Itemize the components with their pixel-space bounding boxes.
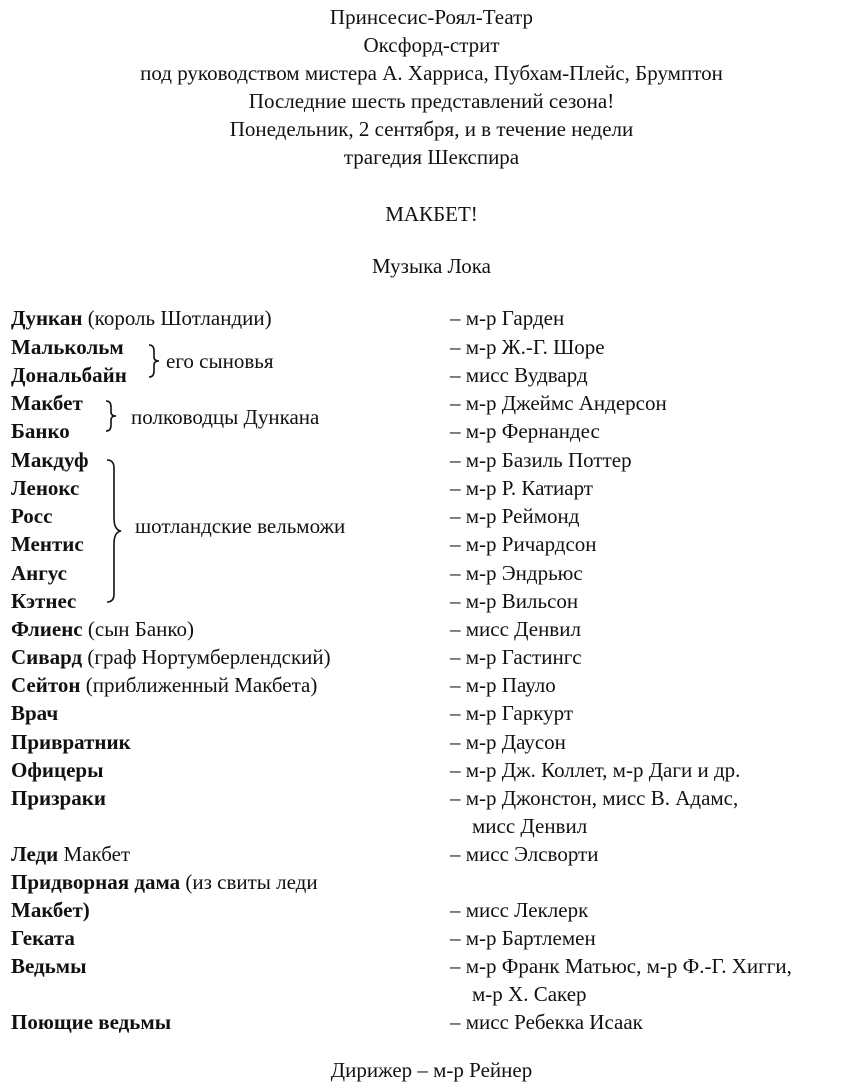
cast-role: Макбет <box>11 391 83 415</box>
cast-role: Привратник <box>11 730 131 754</box>
cast-actor: – мисс Вудвард <box>450 363 588 387</box>
cast-actor: – м-р Даусон <box>450 730 566 754</box>
cast-role-continuation: Макбет) <box>11 898 90 922</box>
cast-role: Банко <box>11 419 70 443</box>
cast-actor: – м-р Пауло <box>450 673 556 697</box>
conductor-credit: Дирижер – м-р Рейнер <box>330 1058 533 1082</box>
cast-actor: – м-р Гаркурт <box>450 701 574 725</box>
cast-role: Малькольм <box>11 335 124 359</box>
cast-role: Сивард (граф Нортумберлендский) <box>11 645 331 669</box>
cast-role: Ангус <box>11 561 67 585</box>
cast-actor-continuation: мисс Денвил <box>472 814 588 838</box>
cast-role: Сейтон (приближенный Макбета) <box>11 673 318 697</box>
group-note-generals: полководцы Дункана <box>131 405 320 429</box>
cast-actor: – мисс Денвил <box>450 617 581 641</box>
cast-actor: – м-р Джеймс Андерсон <box>450 391 667 415</box>
cast-actor: – м-р Фернандес <box>450 419 600 443</box>
group-note-nobles: шотландские вельможи <box>135 514 346 538</box>
cast-role: Леди Макбет <box>11 842 131 866</box>
music-credit: Музыка Лока <box>372 254 491 278</box>
cast-role: Призраки <box>11 786 106 810</box>
group-note-sons: его сыновья <box>166 349 274 373</box>
cast-role: Ментис <box>11 532 84 556</box>
nobles-brace <box>104 458 124 604</box>
cast-role: Поющие ведьмы <box>11 1010 172 1034</box>
performance-dates: Понедельник, 2 сентября, и в течение недели <box>229 117 634 141</box>
cast-actor: – м-р Ричардсон <box>450 532 597 556</box>
cast-actor: – м-р Бартлемен <box>450 926 596 950</box>
cast-role: Дункан (король Шотландии) <box>11 306 272 330</box>
cast-actor: – мисс Ребекка Исаак <box>450 1010 643 1034</box>
cast-actor: – м-р Реймонд <box>450 504 580 528</box>
cast-actor: – мисс Элсворти <box>450 842 599 866</box>
theatre-street: Оксфорд-стрит <box>363 33 500 57</box>
cast-role: Росс <box>11 504 53 528</box>
cast-actor: – м-р Вильсон <box>450 589 579 613</box>
cast-role: Придворная дама (из свиты леди <box>11 870 318 894</box>
season-notice: Последние шесть представлений сезона! <box>248 89 615 113</box>
theatre-management: под руководством мистера А. Харриса, Пубхам-Плейс, Брумптон <box>140 61 723 85</box>
cast-actor: – м-р Базиль Поттер <box>450 448 632 472</box>
cast-role: Флиенс (сын Банко) <box>11 617 195 641</box>
cast-role: Ленокс <box>11 476 80 500</box>
cast-actor: – м-р Эндрьюс <box>450 561 583 585</box>
cast-role: Офицеры <box>11 758 104 782</box>
cast-actor: – м-р Дж. Коллет, м-р Даги и др. <box>450 758 741 782</box>
theatre-name: Принсесис-Роял-Театр <box>329 5 534 29</box>
cast-role: Ведьмы <box>11 954 87 978</box>
cast-actor: – м-р Гастингс <box>450 645 582 669</box>
generals-brace <box>104 399 118 433</box>
cast-role: Макдуф <box>11 448 89 472</box>
cast-role: Геката <box>11 926 75 950</box>
sons-brace <box>147 343 161 379</box>
cast-actor: – м-р Джонстон, мисс В. Адамс, <box>450 786 739 810</box>
cast-role: Дональбайн <box>11 363 127 387</box>
cast-actor-continuation: м-р Х. Сакер <box>472 982 587 1006</box>
play-title: МАКБЕТ! <box>385 202 478 226</box>
cast-actor: – м-р Ж.-Г. Шоре <box>450 335 605 359</box>
play-author-line: трагедия Шекспира <box>343 145 520 169</box>
playbill-header <box>0 3 863 171</box>
cast-role: Кэтнес <box>11 589 77 613</box>
cast-actor: – м-р Р. Катиарт <box>450 476 593 500</box>
cast-actor: – мисс Леклерк <box>450 898 589 922</box>
cast-actor: – м-р Гарден <box>450 306 565 330</box>
cast-actor: – м-р Франк Матьюс, м-р Ф.-Г. Хигги, <box>450 954 792 978</box>
cast-role: Врач <box>11 701 59 725</box>
